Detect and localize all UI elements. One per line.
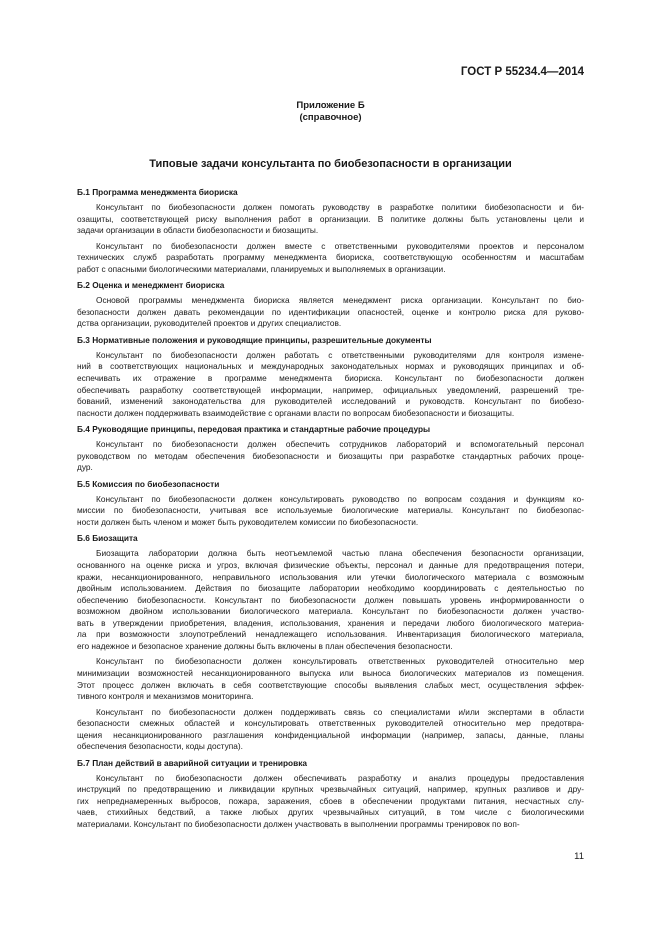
document-body bbox=[77, 186, 584, 835]
text-line: Биозащита лаборатории должна быть неотъемлемой частью плана обеспечения безопасности организации, bbox=[96, 548, 584, 559]
text-line: минимизации возможностей несанкционированного выпуска или выноса биологических материалов из помещения. bbox=[77, 667, 584, 678]
text-line: обеспечению биобезопасности. Консультант по биобезопасности должен повышать уровень информированности о bbox=[77, 594, 584, 605]
text-line: Основой программы менеджмента биориска является менеджмент риска организации. Консультант по био- bbox=[96, 295, 584, 306]
text-line: чаев, стихийных бедствий, а также любых других чрезвычайных ситуаций, в том числе с биологическими bbox=[77, 807, 584, 818]
text-line: Консультант по биобезопасности должен консультировать руководство по вопросам создания и функциям ко- bbox=[96, 493, 584, 504]
text-line: Консультант по биобезопасности должен обеспечить сотрудников лабораторий и вспомогательный персонал bbox=[96, 439, 584, 450]
text-line: задачи организации в области биобезопасности и биозащиты. bbox=[77, 225, 319, 236]
paragraph bbox=[77, 548, 584, 652]
document-code: ГОСТ Р 55234.4—2014 bbox=[460, 66, 584, 78]
paragraph bbox=[77, 656, 584, 702]
text-line: дства организации, руководителей проектов и других специалистов. bbox=[77, 318, 342, 329]
text-line: озащиты, соответствующей риску выполнения работ в организации. В политике должны быть установлены цели и bbox=[77, 213, 584, 224]
annex-title: Приложение Б bbox=[296, 100, 365, 111]
text-line: инструкций по предотвращению и ликвидации крупных чрезвычайных ситуаций, например, крупных разливов и дру- bbox=[77, 784, 584, 795]
text-line: основанного на оценке риска и угроз, включая физические объекты, персонал и данные для предотвращения потери, bbox=[77, 560, 584, 571]
text-line: руководством по методам обеспечения биобезопасности и биозащиты при разработке стандартных рабочих проце- bbox=[77, 450, 584, 461]
text-line: безопасности смежных областей и консультировать ответственных руководителей относительно мер предотвра- bbox=[77, 718, 584, 729]
paragraph bbox=[77, 241, 584, 276]
text-line: Консультант по биобезопасности должен помогать руководству в разработке политики биобезопасности и би- bbox=[96, 202, 584, 212]
text-line: вать в утверждении приобретения, владения, использования, хранения и передачи любого биологического материа- bbox=[77, 617, 584, 628]
text-line: Консультант по биобезопасности должен поддерживать связь со специалистами и/или экспертами в области bbox=[96, 706, 584, 717]
text-line: технических служб разработать программу менеджмента биориска, соответствующую особенностям и масштабам bbox=[77, 252, 584, 263]
page-title: Типовые задачи консультанта по биобезопасности в организации bbox=[149, 158, 512, 170]
text-line: Консультант по биобезопасности должен работать с ответственными руководителями для контроля измене- bbox=[96, 349, 584, 360]
text-line: Этот процесс должен включать в себя соответствующие способы выявления слабых мест, осуществления эффек- bbox=[77, 679, 584, 690]
section-heading: Б.4 Руководящие принципы, передовая практика и стандартные рабочие процедуры bbox=[77, 424, 431, 435]
section-heading: Б.7 План действий в аварийной ситуации и тренировка bbox=[77, 757, 307, 768]
section-heading: Б.6 Биозащита bbox=[77, 533, 138, 544]
text-line: возможном двойном использовании биологического материала. Консультант по биобезопасности должен участво- bbox=[77, 606, 584, 617]
text-line: пасности должен поддерживать взаимодействие с органами власти по вопросам биобезопасности и биозащиты. bbox=[77, 407, 515, 418]
text-line: ний в соответствующих национальных и международных законодательных нормах и руководящих принципах и об- bbox=[77, 361, 584, 372]
text-line: обеспечения безопасности, коды доступа). bbox=[77, 741, 243, 752]
text-line: гих непреднамеренных выбросов, пожара, заражения, сбоев в обеспечении продуктами питания, несчастных слу- bbox=[77, 795, 584, 806]
paragraph bbox=[77, 439, 584, 474]
text-line: материалами. Консультант по биобезопасности должен участвовать в выполнении программы тренировок по воп- bbox=[77, 818, 520, 829]
text-line: работ с опасными биологическими материалами, планируемых и выполняемых в организации. bbox=[77, 263, 446, 274]
paragraph bbox=[77, 350, 584, 419]
annex-heading bbox=[0, 100, 661, 124]
section-heading: Б.3 Нормативные положения и руководящие принципы, разрешительные документы bbox=[77, 334, 432, 345]
text-line: щения несанкционированного разглашения конфиденциальной информации (например, запасы, данные, планы bbox=[77, 729, 584, 740]
paragraph bbox=[77, 202, 584, 237]
paragraph bbox=[77, 707, 584, 753]
text-line: бований, изменений законодательства для руководителей исследований и руководств. Консультант по биобезо- bbox=[77, 396, 584, 407]
text-line: дур. bbox=[77, 462, 93, 473]
text-line: ности должен быть членом и может быть руководителем комиссии по биобезопасности. bbox=[77, 516, 419, 527]
page-number: 11 bbox=[574, 851, 584, 862]
text-line: безопасности должен давать рекомендации по идентификации опасностей, оценке и контролю риска для руково- bbox=[77, 306, 584, 317]
text-line: двойным использованием. Действия по биозащите лаборатории необходимо координировать с деятельностью по bbox=[77, 583, 584, 594]
section-heading: Б.2 Оценка и менеджмент биориска bbox=[77, 280, 225, 291]
text-line: Консультант по биобезопасности должен консультировать ответственных руководителей относительно мер bbox=[96, 656, 584, 667]
text-line: ла при возможности злоупотреблений ненадлежащего использования. Инвентаризация биологического материала, bbox=[77, 629, 584, 640]
text-line: Консультант по биобезопасности должен обеспечивать разработку и анализ процедуры предоставления bbox=[96, 772, 584, 783]
text-line: тивного контроля и механизмов мониторинга. bbox=[77, 691, 254, 702]
text-line: Консультант по биобезопасности должен вместе с ответственными руководителями проектов и персоналом bbox=[96, 240, 584, 251]
section-heading: Б.5 Комиссия по биобезопасности bbox=[77, 478, 220, 489]
text-line: его надежное и безопасное хранение должны быть включены в план обеспечения безопасности. bbox=[77, 640, 453, 651]
section-heading: Б.1 Программа менеджмента биориска bbox=[77, 187, 238, 197]
text-line: миссии по биобезопасности, учитывая все используемые биологические материалы. Консультант по биобезопас- bbox=[77, 505, 584, 516]
paragraph bbox=[77, 773, 584, 831]
annex-note: (справочное) bbox=[299, 112, 362, 123]
paragraph bbox=[77, 494, 584, 529]
text-line: еспечивать их отражение в программе менеджмента биориска. Консультант по биобезопасности должен bbox=[77, 373, 584, 384]
text-line: кражи, несанкционированного, неправильного использования или утечки биологического материала с возможным bbox=[77, 571, 584, 582]
paragraph bbox=[77, 295, 584, 330]
text-line: обеспечивать разработку соответствующей информации, например, официальных уведомлений, разрешений тре- bbox=[77, 384, 584, 395]
